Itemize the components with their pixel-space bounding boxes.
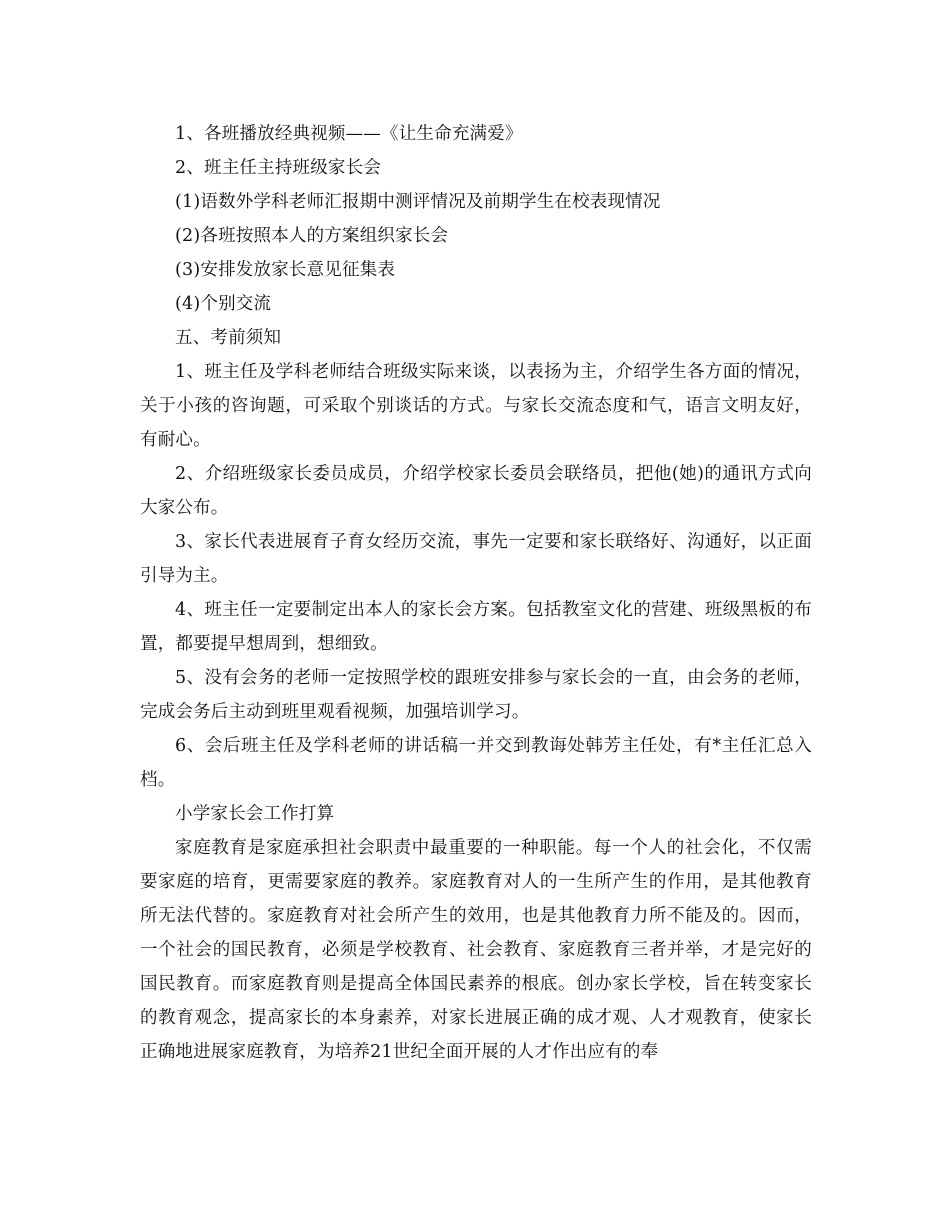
paragraph-4: (2)各班按照本人的方案组织家长会 [175,226,449,246]
paragraph-12: 5、没有会务的老师一定按照学校的跟班安排参与家长会的一直，由会务的老师，完成会务后主动到班里观看视频，加强培训学习。 [140,668,812,722]
paragraph-13: 6、会后班主任及学科老师的讲话稿一并交到教诲处韩芳主任处，有*主任汇总入档。 [140,736,812,790]
document-body [140,117,812,1069]
paragraph-3: (1)语数外学科老师汇报期中测评情况及前期学生在校表现情况 [175,192,661,212]
paragraph-11: 4、班主任一定要制定出本人的家长会方案。包括教室文化的营建、班级黑板的布置，都要提早想周到，想细致。 [140,600,812,654]
section-heading-plan: 小学家长会工作打算 [175,804,335,824]
paragraph-15: 家庭教育是家庭承担社会职责中最重要的一种职能。每一个人的社会化，不仅需要家庭的培育，更需要家庭的教养。家庭教育对人的一生所产生的作用，是其他教育所无法代替的。家庭教育对社会所产生的效用，也是其他教育力所不能及的。因而，一个社会的国民教育，必须是学校教育、社会教育、家庭教育三者并举，才是完好的国民教育。而家庭教育则是提高全体国民素养的根底。创办家长学校，旨在转变家长的教育观念，提高家长的本身素养，对家长进展正确的成才观、人才观教育，使家长正确地进展家庭教育，为培养21世纪全面开展的人才作出应有的奉 [140,838,812,1062]
paragraph-1: 1、各班播放经典视频——《让生命充满爱》 [175,124,523,144]
paragraph-6: (4)个别交流 [175,294,272,314]
paragraph-10: 3、家长代表进展育子育女经历交流，事先一定要和家长联络好、沟通好，以正面引导为主。 [140,532,812,586]
section-heading-notes: 五、考前须知 [175,328,282,348]
paragraph-2: 2、班主任主持班级家长会 [175,158,382,178]
paragraph-9: 2、介绍班级家长委员成员，介绍学校家长委员会联络员，把他(她)的通讯方式向大家公布。 [140,464,812,518]
paragraph-5: (3)安排发放家长意见征集表 [175,260,396,280]
paragraph-8: 1、班主任及学科老师结合班级实际来谈，以表扬为主，介绍学生各方面的情况，关于小孩的咨询题，可采取个别谈话的方式。与家长交流态度和气，语言文明友好，有耐心。 [140,362,812,450]
